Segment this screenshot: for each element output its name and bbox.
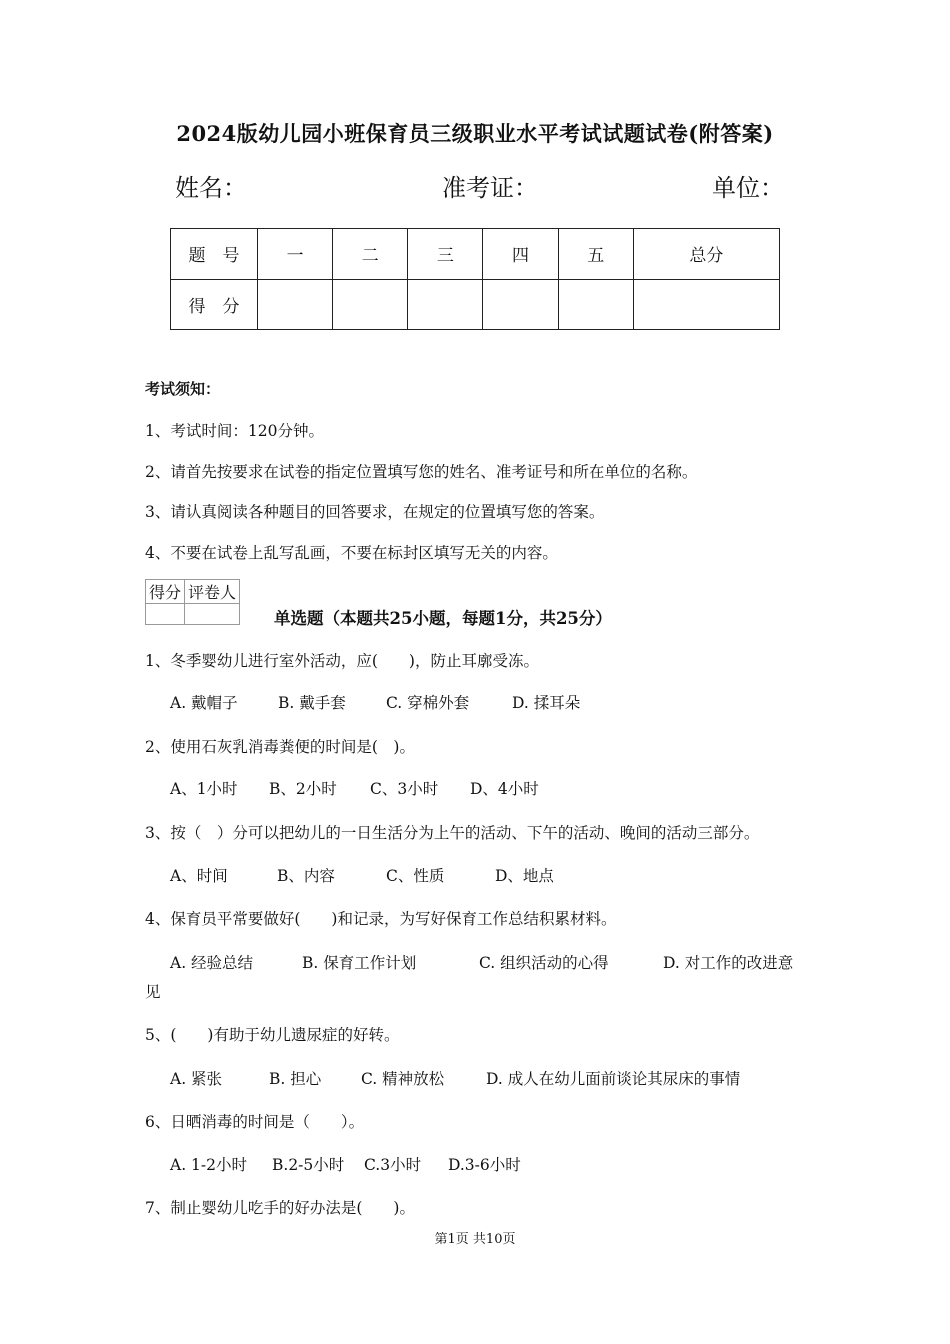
unit-label: 单位：	[712, 174, 784, 202]
option[interactable]: B、2小时	[269, 780, 337, 798]
option[interactable]: C.3小时	[364, 1156, 422, 1174]
score-cell: 二	[333, 229, 408, 280]
score-cell: 总分	[633, 229, 779, 280]
option[interactable]: C. 组织活动的心得	[479, 954, 609, 972]
option[interactable]: A、1小时	[170, 780, 238, 798]
option[interactable]: B. 戴手套	[278, 694, 346, 712]
question-text: 2、使用石灰乳消毒粪便的时间是( )。	[145, 738, 415, 756]
option[interactable]: D.3-6小时	[448, 1156, 521, 1174]
question-text: 7、制止婴幼儿吃手的好办法是( )。	[145, 1199, 415, 1217]
question-text: 4、保育员平常要做好( )和记录，为写好保育工作总结积累材料。	[145, 910, 617, 928]
option[interactable]: C、3小时	[370, 780, 439, 798]
option[interactable]: B.2-5小时	[272, 1156, 345, 1174]
page-title: 2024版幼儿园小班保育员三级职业水平考试试题试卷(附答案)	[176, 121, 774, 146]
score-cell: 四	[483, 229, 558, 280]
score-table-score-row	[171, 279, 780, 330]
option[interactable]: C. 精神放松	[361, 1070, 445, 1088]
notice-item: 2、请首先按要求在试卷的指定位置填写您的姓名、准考证号和所在单位的名称。	[145, 463, 698, 481]
option[interactable]: B、内容	[277, 867, 335, 885]
notice-item: 1、考试时间：120分钟。	[145, 422, 324, 440]
score-cell: 五	[558, 229, 633, 280]
option[interactable]: A. 1-2小时	[170, 1156, 248, 1174]
score-blank-cell[interactable]	[333, 279, 408, 330]
question-options	[170, 864, 554, 886]
option[interactable]: A. 紧张	[170, 1070, 223, 1088]
question-options	[170, 1067, 740, 1089]
score-blank-cell[interactable]	[558, 279, 633, 330]
section-title: 单选题（本题共25小题，每题1分，共25分）	[274, 609, 612, 628]
score-blank-cell[interactable]	[483, 279, 558, 330]
option[interactable]: C. 穿棉外套	[386, 694, 470, 712]
question-text: 6、日晒消毒的时间是（ ）。	[145, 1113, 365, 1131]
score-cell: 得 分	[171, 279, 258, 330]
notice-item: 3、请认真阅读各种题目的回答要求，在规定的位置填写您的答案。	[145, 503, 605, 521]
option[interactable]: D. 成人在幼儿面前谈论其尿床的事情	[486, 1070, 741, 1088]
notice-item: 4、不要在试卷上乱写乱画，不要在标封区填写无关的内容。	[145, 544, 558, 562]
question-text: 3、按（ ）分可以把幼儿的一日生活分为上午的活动、下午的活动、晚间的活动三部分。	[145, 824, 760, 842]
question-options	[170, 1153, 521, 1175]
grader-name-blank[interactable]	[185, 604, 240, 625]
question-text: 1、冬季婴幼儿进行室外活动，应( )，防止耳廓受冻。	[145, 652, 539, 670]
score-cell: 一	[258, 229, 333, 280]
score-cell: 三	[408, 229, 483, 280]
option-wrap: 见	[145, 983, 161, 1001]
exam-id-label: 准考证：	[442, 174, 538, 202]
question-options	[170, 777, 539, 799]
question-text: 5、( )有助于幼儿遗尿症的好转。	[145, 1026, 400, 1044]
score-cell: 题 号	[171, 229, 258, 280]
option[interactable]: B. 担心	[269, 1070, 322, 1088]
notice-heading: 考试须知：	[145, 380, 221, 398]
option[interactable]: A、时间	[170, 867, 228, 885]
score-table	[170, 228, 780, 330]
option[interactable]: D、地点	[495, 867, 554, 885]
page-footer: 第1页 共10页	[434, 1232, 516, 1247]
option[interactable]: A. 经验总结	[170, 954, 254, 972]
option[interactable]: D. 对工作的改进意	[663, 954, 794, 972]
option[interactable]: D、4小时	[470, 780, 539, 798]
grader-box	[145, 579, 240, 625]
score-blank-cell[interactable]	[408, 279, 483, 330]
option[interactable]: C、性质	[386, 867, 445, 885]
question-options	[170, 951, 793, 973]
score-blank-cell[interactable]	[258, 279, 333, 330]
score-table-header-row	[171, 229, 780, 280]
option[interactable]: D. 揉耳朵	[512, 694, 581, 712]
question-options	[170, 691, 580, 713]
grader-score-label: 得分	[146, 580, 185, 604]
option[interactable]: A. 戴帽子	[170, 694, 238, 712]
grader-name-label: 评卷人	[185, 580, 240, 604]
option[interactable]: B. 保育工作计划	[302, 954, 417, 972]
grader-score-blank[interactable]	[146, 604, 185, 625]
name-label: 姓名：	[175, 174, 247, 202]
score-blank-cell[interactable]	[633, 279, 779, 330]
